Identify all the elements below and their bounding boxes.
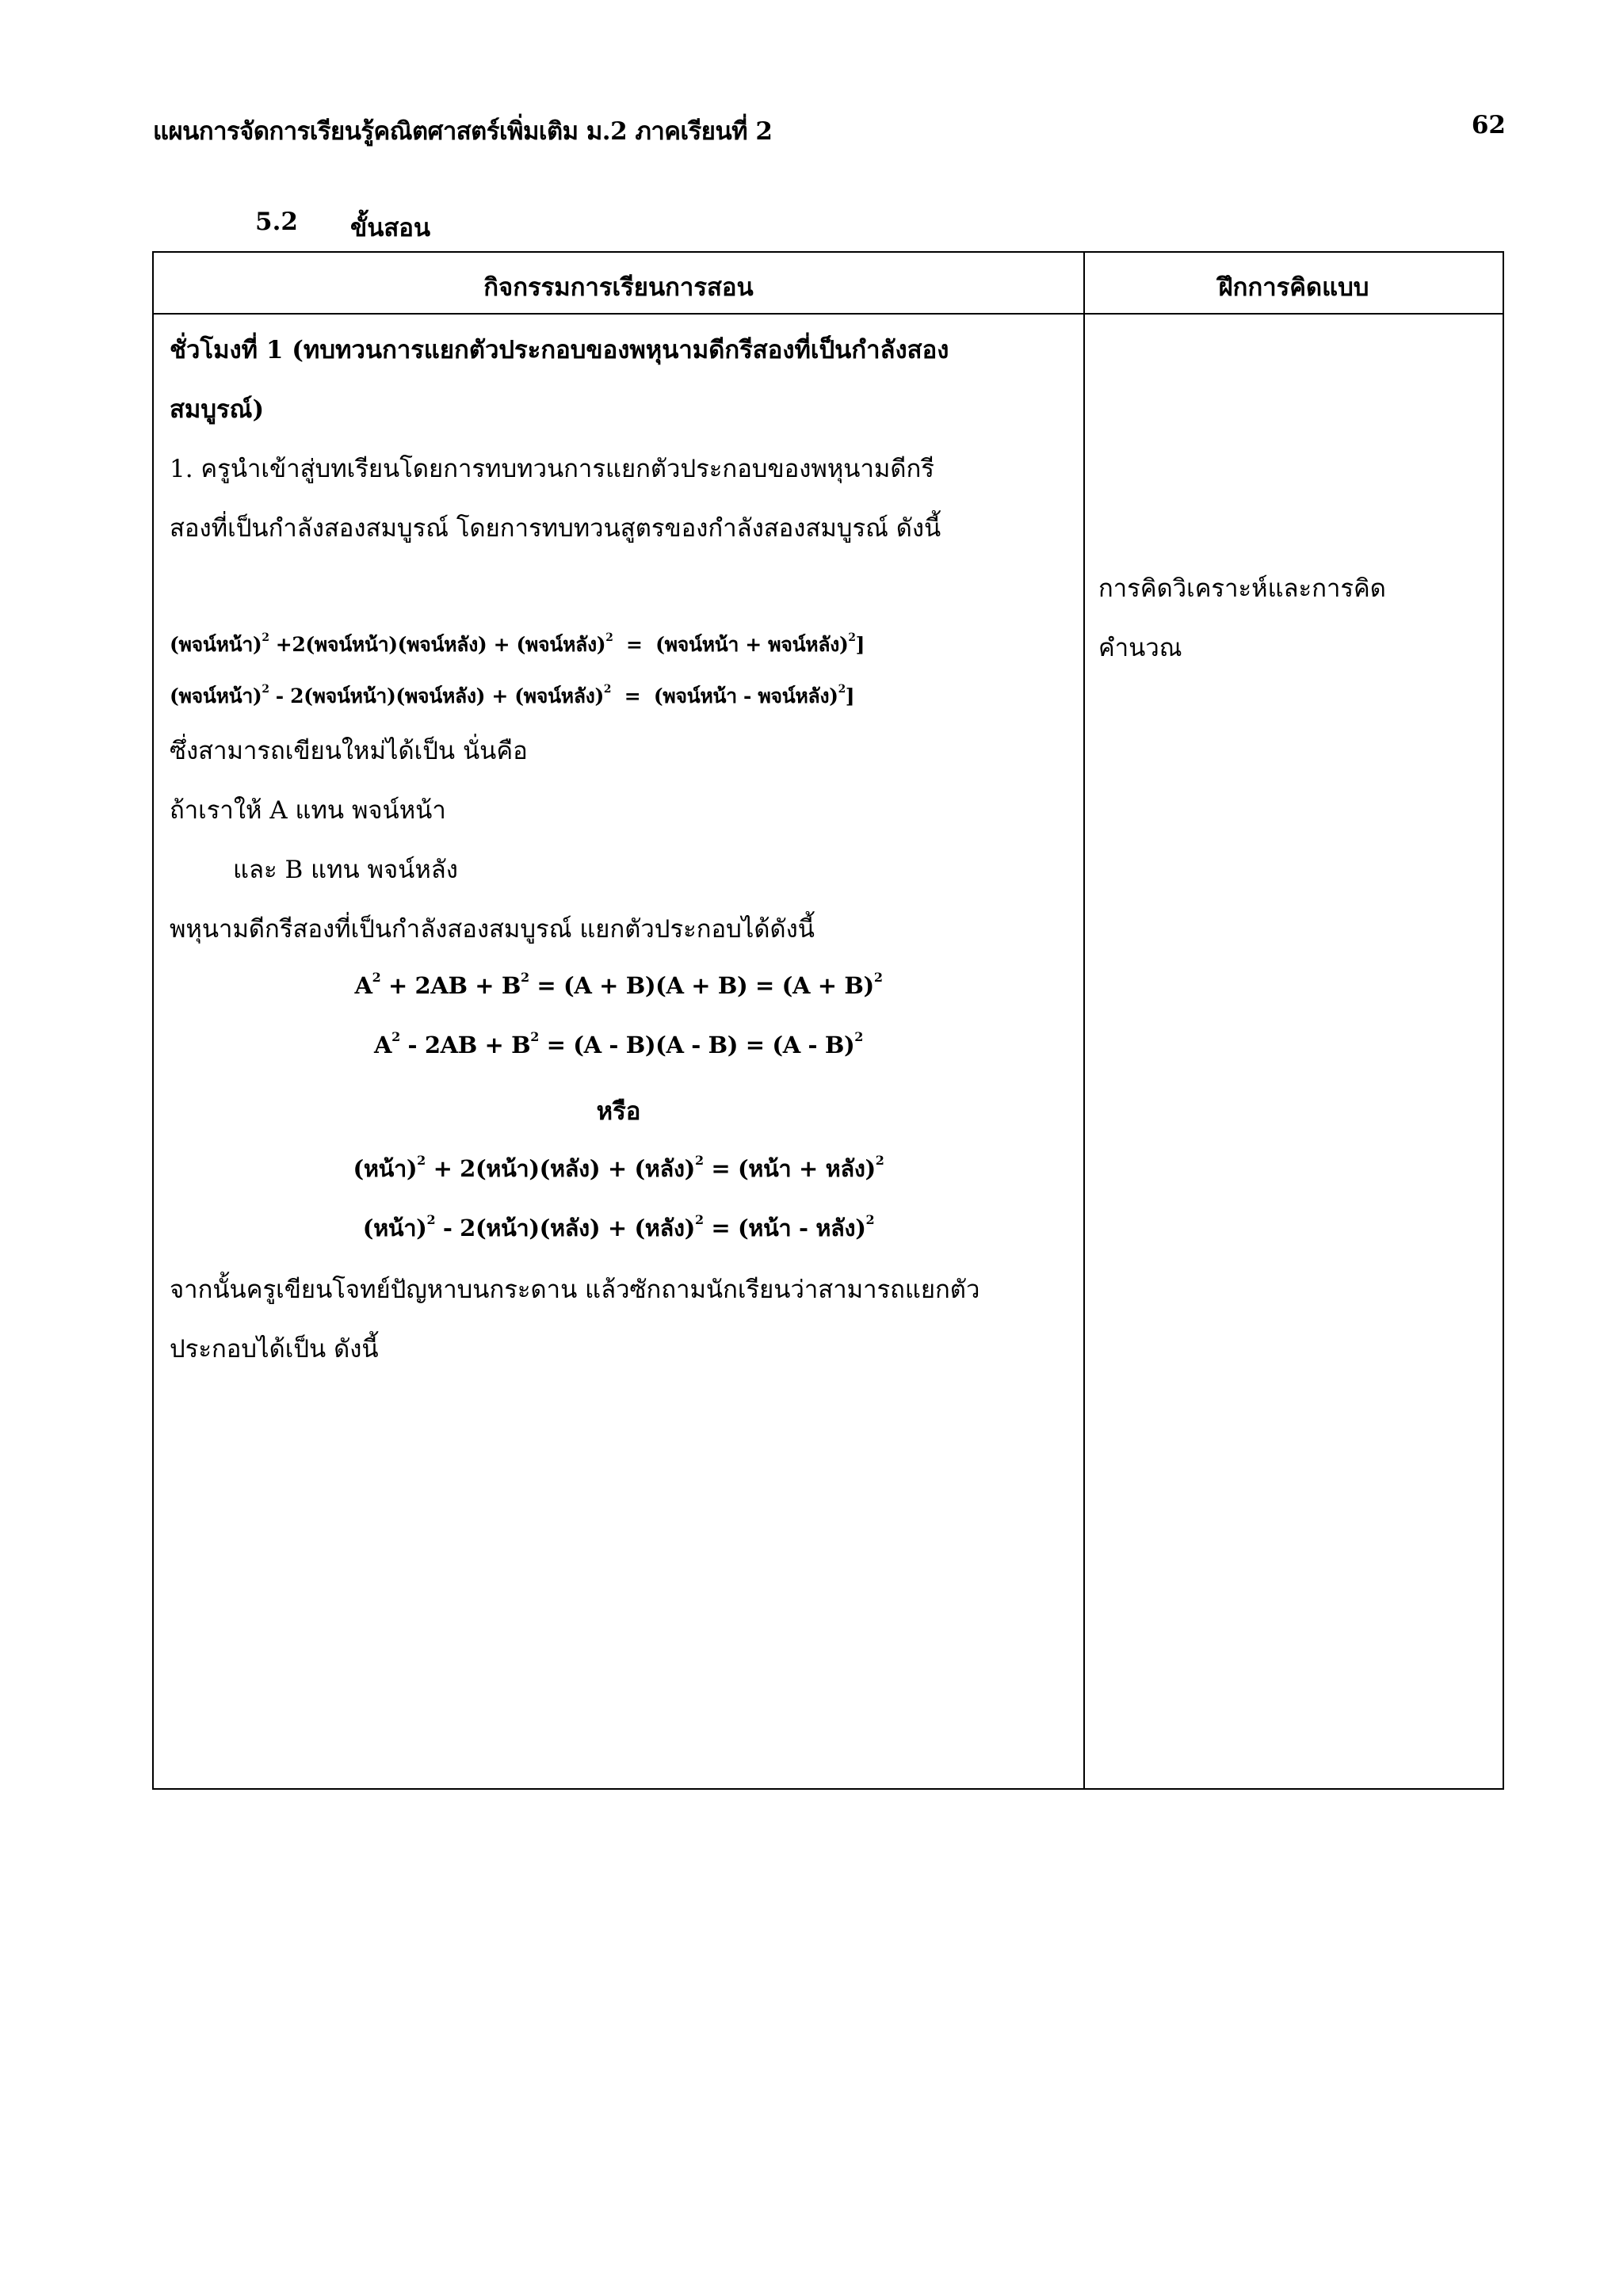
header-activities: กิจกรรมการเรียนการสอน xyxy=(483,273,754,302)
formula-words-sum: (หน้า)$^2$ + 2(หน้า)(หลัง) + (หลัง)$^2$ = (หน้า + หลัง)$^2$ xyxy=(353,1152,884,1182)
hour-title-line-1: ชั่วโมงที่ 1 (ทบทวนการแยกตัวประกอบของพหุนามดีกรีสองที่เป็นกำลังสอง xyxy=(170,336,949,364)
thinking-skill-line-1: การคิดวิเคราะห์และการคิด xyxy=(1098,574,1386,603)
formula-perfect-square-sum: (พจน์หน้า)$^2$ +2(พจน์หน้า)(พจน์หลัง) + (พจน์หลัง)$^2$ = (พจน์หน้า + พจน์หลัง)$^2$] xyxy=(170,631,865,656)
formula-ab-sum: $A^2 + 2AB + B^2 = (A + B)(A + B) = (A + B)^2$ xyxy=(354,969,883,999)
step1-line-1: 1. ครูนำเข้าสู่บทเรียนโดยการทบทวนการแยกตัวประกอบของพหุนามดีกรี xyxy=(170,455,934,483)
hour-title-line-2: สมบูรณ์) xyxy=(170,395,265,424)
step1-line-2: สองที่เป็นกำลังสองสมบูรณ์ โดยการทบทวนสูตรของกำลังสองสมบูรณ์ ดังนี้ xyxy=(170,514,941,543)
header-thinking-skills: ฝึกการคิดแบบ xyxy=(1218,273,1369,302)
let-a-line: ถ้าเราให้ A แทน พจน์หน้า xyxy=(170,796,446,825)
page-number: 62 xyxy=(1471,111,1506,139)
formula-words-difference: (หน้า)$^2$ - 2(หน้า)(หลัง) + (หลัง)$^2$ = (หน้า - หลัง)$^2$ xyxy=(362,1211,875,1241)
formula-perfect-square-difference: (พจน์หน้า)$^2$ - 2(พจน์หน้า)(พจน์หลัง) + (พจน์หลัง)$^2$ = (พจน์หน้า - พจน์หลัง)$^2$] xyxy=(170,682,855,707)
then-line-2: ประกอบได้เป็น ดังนี้ xyxy=(170,1335,379,1363)
formula-ab-difference: $A^2 - 2AB + B^2 = (A - B)(A - B) = (A - B)^2$ xyxy=(373,1028,863,1058)
header-divider xyxy=(154,313,1503,315)
section-number: 5.2 xyxy=(255,208,298,236)
or-text: หรือ xyxy=(596,1097,641,1126)
column-divider xyxy=(1083,253,1085,1788)
document-header-title: แผนการจัดการเรียนรู้คณิตศาสตร์เพิ่มเติม ม.2 ภาคเรียนที่ 2 xyxy=(153,117,773,146)
perfect-square-factor-line: พหุนามดีกรีสองที่เป็นกำลังสองสมบูรณ์ แยกตัวประกอบได้ดังนี้ xyxy=(170,915,815,944)
let-b-line: และ B แทน พจน์หลัง xyxy=(233,856,458,884)
lesson-table xyxy=(152,251,1504,1790)
then-line-1: จากนั้นครูเขียนโจทย์ปัญหาบนกระดาน แล้วซักถามนักเรียนว่าสามารถแยกตัว xyxy=(170,1276,980,1304)
section-title: ขั้นสอน xyxy=(350,214,431,242)
thinking-skill-line-2: คำนวณ xyxy=(1098,634,1182,662)
rewrite-line: ซึ่งสามารถเขียนใหม่ได้เป็น นั่นคือ xyxy=(170,737,528,765)
